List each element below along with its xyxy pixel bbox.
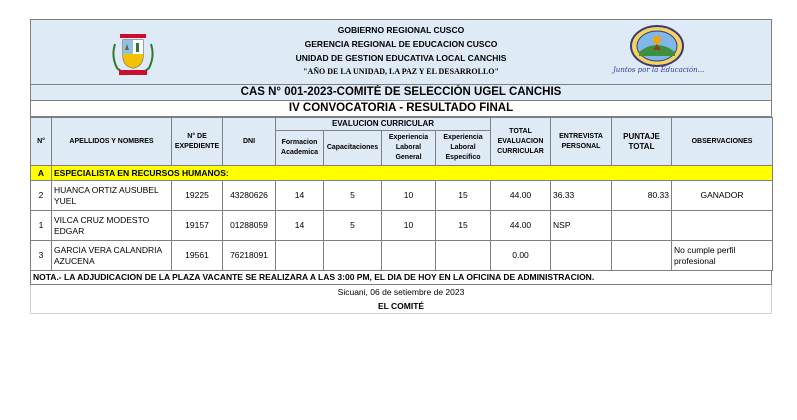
row-capacitaciones — [324, 241, 382, 271]
row-exp-general: 10 — [382, 211, 436, 241]
col-file-header: N° DE EXPEDIENTE — [172, 118, 223, 166]
col-total-eval-header: TOTAL EVALUACION CURRICULAR — [491, 118, 551, 166]
adjudication-note: NOTA.- LA ADJUDICACION DE LA PLAZA VACANTE SE REALIZARA A LAS 3:00 PM, EL DIA DE HOY EN LA OFICINA DE ADMINISTRACION. — [30, 271, 772, 285]
section-letter: A — [31, 166, 52, 181]
committee-signature: EL COMITÉ — [30, 299, 772, 314]
document-subtitle: IV CONVOCATORIA - RESULTADO FINAL — [30, 101, 772, 117]
row-observations — [672, 211, 773, 241]
row-file: 19561 — [172, 241, 223, 271]
row-score — [612, 241, 672, 271]
row-num: 1 — [31, 211, 52, 241]
row-exp-especifico: 15 — [436, 181, 491, 211]
ugel-logo-icon — [627, 24, 687, 68]
header-line-1: GOBIERNO REGIONAL CUSCO — [337, 25, 465, 35]
row-interview: 36.33 — [551, 181, 612, 211]
col-score-header: PUNTAJE TOTAL — [612, 118, 672, 166]
col-name-header: APELLIDOS Y NOMBRES — [52, 118, 172, 166]
section-row — [31, 166, 773, 181]
row-num: 3 — [31, 241, 52, 271]
row-interview — [551, 241, 612, 271]
row-formacion — [276, 241, 324, 271]
document-header — [30, 19, 772, 85]
row-file: 19225 — [172, 181, 223, 211]
row-total-eval: 44.00 — [491, 211, 551, 241]
header-motto: "AÑO DE LA UNIDAD, LA PAZ Y EL DESARROLLO" — [303, 67, 499, 76]
section-label: ESPECIALISTA EN RECURSOS HUMANOS: — [52, 166, 773, 181]
row-name: VILCA CRUZ MODESTO EDGAR — [52, 211, 172, 241]
row-exp-especifico — [436, 241, 491, 271]
col-formacion-header: Formacion Academica — [276, 131, 324, 166]
date-line: Sicuani, 06 de setiembre de 2023 — [30, 285, 772, 299]
ugel-slogan: Juntos por la Educación... — [613, 66, 705, 74]
row-total-eval: 0.00 — [491, 241, 551, 271]
col-exp-general-header: Experiencia Laboral General — [382, 131, 436, 166]
col-num-header: N° — [31, 118, 52, 166]
row-score — [612, 211, 672, 241]
col-capacitaciones-header: Capacitaciones — [324, 131, 382, 166]
row-exp-especifico: 15 — [436, 211, 491, 241]
row-name: HUANCA ORTIZ AUSUBEL YUEL — [52, 181, 172, 211]
row-dni: 76218091 — [223, 241, 276, 271]
table-row — [31, 211, 773, 241]
row-formacion: 14 — [276, 211, 324, 241]
document-title: CAS N° 001-2023-COMITÉ DE SELECCIÓN UGEL CANCHIS — [30, 85, 772, 101]
row-observations: GANADOR — [672, 181, 773, 211]
row-capacitaciones: 5 — [324, 181, 382, 211]
col-dni-header: DNI — [223, 118, 276, 166]
col-interview-header: ENTREVISTA PERSONAL — [551, 118, 612, 166]
row-file: 19157 — [172, 211, 223, 241]
table-row — [31, 181, 773, 211]
row-formacion: 14 — [276, 181, 324, 211]
results-sheet — [30, 19, 772, 314]
table-row — [31, 241, 773, 271]
col-exp-especifico-header: Experiencia Laboral Especifico — [436, 131, 491, 166]
row-num: 2 — [31, 181, 52, 211]
results-table — [30, 117, 773, 271]
row-name: GARCIA VERA CALANDRIA AZUCENA — [52, 241, 172, 271]
col-curricular-group-header: EVALUCION CURRICULAR — [276, 118, 491, 131]
table-header-row — [31, 118, 773, 131]
row-exp-general — [382, 241, 436, 271]
row-score: 80.33 — [612, 181, 672, 211]
row-interview: NSP — [551, 211, 612, 241]
col-observations-header: OBSERVACIONES — [672, 118, 773, 166]
row-exp-general: 10 — [382, 181, 436, 211]
row-capacitaciones: 5 — [324, 211, 382, 241]
row-dni: 01288059 — [223, 211, 276, 241]
row-total-eval: 44.00 — [491, 181, 551, 211]
row-observations: No cumple perfil profesional — [672, 241, 773, 271]
header-line-2: GERENCIA REGIONAL DE EDUCACION CUSCO — [304, 39, 498, 49]
header-line-3: UNIDAD DE GESTION EDUCATIVA LOCAL CANCHIS — [295, 53, 507, 63]
row-dni: 43280626 — [223, 181, 276, 211]
